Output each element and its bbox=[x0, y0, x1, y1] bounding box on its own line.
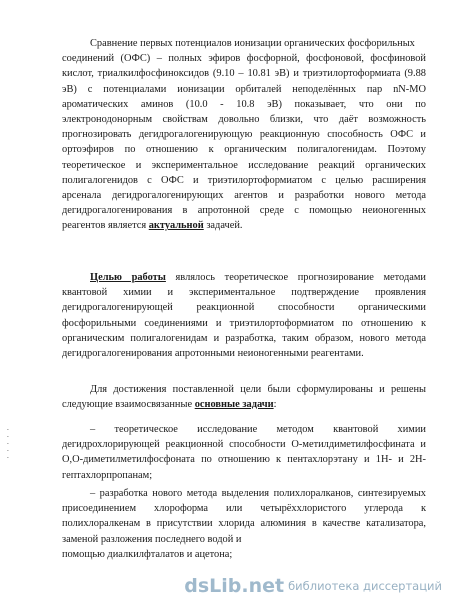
text-line: электронодонорным свойствам довольно близки, что даёт возможность bbox=[62, 114, 426, 126]
text-line: органическим полигалогенидам и разработка, таким образом, нового метода bbox=[62, 332, 426, 344]
text-fragment: : bbox=[273, 399, 277, 411]
list-item-task-2 bbox=[62, 486, 426, 562]
text-line: арсенала дегидрогалогенирующих агентов и разработки нового метода bbox=[62, 190, 426, 202]
text-line: полихлоралкенам в присутствии хлорида алюминия в качестве катализатора, bbox=[62, 518, 426, 530]
list-item-task-1 bbox=[62, 422, 426, 483]
text-line: заменой разложения последнего водой и bbox=[62, 533, 242, 545]
text-line: ароматических аминов (10.0 - 10.8 эВ) показывает, что они по bbox=[62, 98, 426, 110]
text-line: Сравнение первых потенциалов ионизации органических фосфорильных bbox=[90, 38, 415, 49]
text-line: дегидрогалогенирующей реакционной способности органическими bbox=[62, 302, 426, 314]
paragraph-tasks-intro bbox=[62, 382, 426, 412]
text-line: дегидрохлорирующей реакционной способности О-метилдиметилфосфината и bbox=[62, 439, 426, 451]
text-line bbox=[62, 218, 426, 233]
text-line: эВ) с потенциалами ионизации орбиталей неподелённых пар nN-МО bbox=[62, 83, 426, 95]
text-fragment: задачей. bbox=[203, 220, 243, 232]
margin-mark: - bbox=[6, 426, 10, 433]
margin-mark: - bbox=[6, 440, 10, 447]
text-line: О,О-диметилметилфосфоната по отношению к пентахлорэтану и 1Н- и 2Н- bbox=[62, 454, 426, 466]
margin-mark: - bbox=[6, 454, 10, 461]
text-line: теоретическое и экспериментальное исследование реакций органических bbox=[62, 159, 426, 171]
text-line: Для достижения поставленной цели были сформулированы и решены bbox=[90, 384, 426, 395]
text-fragment: следующие взаимосвязанные bbox=[62, 399, 195, 411]
margin-mark: - bbox=[6, 447, 10, 454]
text-line bbox=[62, 397, 426, 412]
text-line: – теоретическое исследование методом квантовой химии bbox=[90, 424, 426, 435]
emphasis-actual: актуальной bbox=[148, 220, 204, 232]
watermark-logo: dsLib.net bbox=[184, 575, 285, 597]
text-line: прогнозировать дегидрогалогенирующую реакционную способность ОФС и bbox=[62, 129, 426, 141]
text-fragment: реагентов является bbox=[62, 220, 149, 232]
paragraph-relevance bbox=[62, 36, 426, 234]
margin-mark: - bbox=[6, 433, 10, 440]
text-line: полигалогенидов с ОФС и триэтилортоформиатом с целью расширения bbox=[62, 174, 426, 186]
text-line: присоединением хлороформа или четырёххлористого углерода к bbox=[62, 503, 426, 515]
emphasis-tasks: основные задачи bbox=[194, 399, 274, 411]
watermark-text: библиотека диссертаций bbox=[288, 579, 442, 593]
margin-marks bbox=[6, 426, 12, 461]
text-line: – разработка нового метода выделения полихлоралканов, синтезируемых bbox=[90, 488, 426, 499]
text-line: квантовой химии и экспериментальное подтверждение проявления bbox=[62, 287, 426, 299]
text-line bbox=[62, 270, 426, 285]
text-line: дегидрогалогенирования в апротонной среде с помощью неионогенных bbox=[62, 205, 426, 217]
text-line: фосфорильными соединениями и триэтилортоформиатом по отношению к bbox=[62, 317, 426, 329]
paragraph-goal bbox=[62, 270, 426, 361]
text-line: помощью диалкилфталатов и ацетона; bbox=[62, 548, 233, 560]
text-line: гептахлорпропанам; bbox=[62, 469, 153, 481]
text-line: ортоэфиров по отношению к органическим полигалогенидам. Поэтому bbox=[62, 144, 426, 156]
emphasis-goal: Целью работы bbox=[90, 272, 166, 283]
text-fragment: являлось теоретическое прогнозирование методами bbox=[165, 272, 426, 283]
text-line: дегидрогалогенирования апротонными неионогенными реагентами. bbox=[62, 348, 364, 360]
text-line: соединений (ОФС) – полных эфиров фосфорной, фосфоновой, фосфиновой bbox=[62, 53, 426, 65]
watermark bbox=[184, 575, 442, 597]
text-line: кислот, триалкилфосфиноксидов (9.10 – 10.81 эВ) и триэтилортоформиата (9.88 bbox=[62, 68, 426, 80]
